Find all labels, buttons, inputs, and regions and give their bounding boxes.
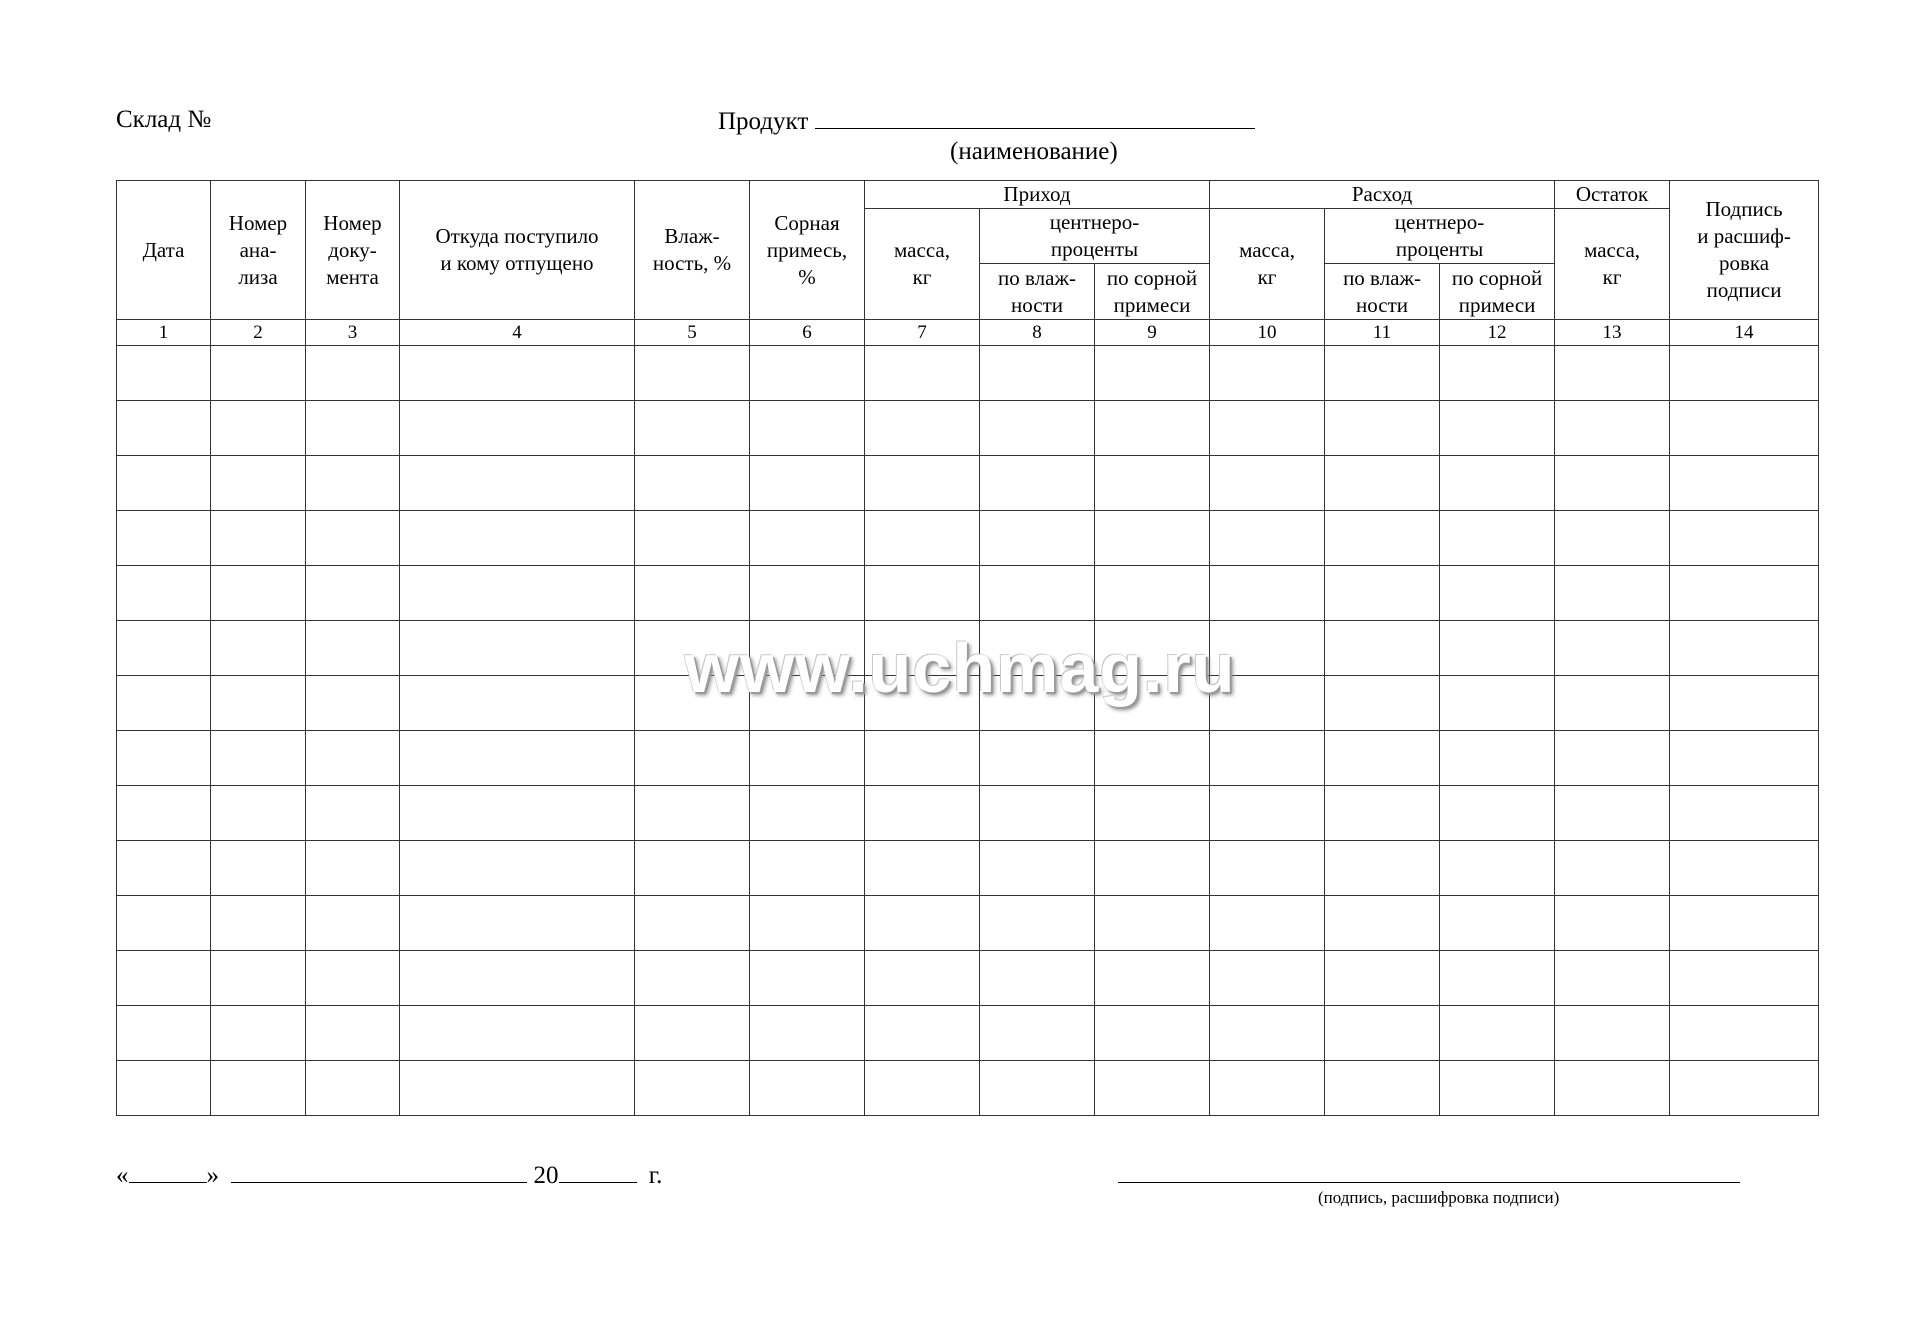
balance-mass-header: масса, кг bbox=[1555, 209, 1670, 320]
table-cell[interactable] bbox=[1440, 731, 1555, 786]
table-cell[interactable] bbox=[865, 896, 980, 951]
table-cell[interactable] bbox=[1095, 566, 1210, 621]
table-cell[interactable] bbox=[117, 346, 211, 401]
table-cell[interactable] bbox=[1555, 951, 1670, 1006]
table-cell[interactable] bbox=[400, 841, 635, 896]
table-cell[interactable] bbox=[400, 731, 635, 786]
table-cell[interactable] bbox=[1555, 896, 1670, 951]
table-cell[interactable] bbox=[400, 621, 635, 676]
table-cell[interactable] bbox=[1440, 511, 1555, 566]
table-cell[interactable] bbox=[117, 951, 211, 1006]
table-cell[interactable] bbox=[117, 731, 211, 786]
table-cell[interactable] bbox=[1095, 896, 1210, 951]
table-cell[interactable] bbox=[306, 456, 400, 511]
income-by-moisture-header: по влаж- ности bbox=[980, 264, 1095, 320]
table-cell[interactable] bbox=[1555, 1006, 1670, 1061]
table-cell[interactable] bbox=[635, 951, 750, 1006]
col-header-signature: Подпись и расшиф- ровка подписи bbox=[1670, 181, 1819, 320]
table-cell[interactable] bbox=[865, 346, 980, 401]
table-cell[interactable] bbox=[211, 511, 306, 566]
table-cell[interactable] bbox=[1210, 1061, 1325, 1116]
table-cell[interactable] bbox=[1670, 676, 1819, 731]
table-cell[interactable] bbox=[1555, 1061, 1670, 1116]
table-cell[interactable] bbox=[211, 896, 306, 951]
table-cell[interactable] bbox=[865, 621, 980, 676]
table-cell[interactable] bbox=[1325, 896, 1440, 951]
table-cell[interactable] bbox=[211, 456, 306, 511]
group-header-balance: Остаток bbox=[1555, 181, 1670, 209]
table-cell[interactable] bbox=[400, 566, 635, 621]
column-number: 14 bbox=[1670, 320, 1819, 346]
column-number: 1 bbox=[117, 320, 211, 346]
table-cell[interactable] bbox=[750, 566, 865, 621]
table-cell[interactable] bbox=[400, 511, 635, 566]
table-cell[interactable] bbox=[211, 841, 306, 896]
table-cell[interactable] bbox=[1095, 1061, 1210, 1116]
table-cell[interactable] bbox=[865, 731, 980, 786]
table-cell[interactable] bbox=[1325, 786, 1440, 841]
table-cell[interactable] bbox=[865, 566, 980, 621]
table-cell[interactable] bbox=[1210, 621, 1325, 676]
table-cell[interactable] bbox=[117, 511, 211, 566]
signature-caption: (подпись, расшифровка подписи) bbox=[1318, 1188, 1560, 1207]
table-cell[interactable] bbox=[1095, 456, 1210, 511]
table-cell[interactable] bbox=[306, 621, 400, 676]
table-cell[interactable] bbox=[980, 676, 1095, 731]
table-row bbox=[117, 346, 1819, 401]
table-cell[interactable] bbox=[1670, 841, 1819, 896]
group-header-income: Приход bbox=[865, 181, 1210, 209]
table-cell[interactable] bbox=[635, 841, 750, 896]
table-cell[interactable] bbox=[306, 1006, 400, 1061]
table-cell[interactable] bbox=[1325, 566, 1440, 621]
table-cell[interactable] bbox=[1325, 1006, 1440, 1061]
table-cell[interactable] bbox=[1670, 951, 1819, 1006]
table-row bbox=[117, 731, 1819, 786]
table-cell[interactable] bbox=[980, 621, 1095, 676]
table-cell[interactable] bbox=[980, 786, 1095, 841]
table-cell[interactable] bbox=[400, 951, 635, 1006]
table-cell[interactable] bbox=[865, 786, 980, 841]
table-cell[interactable] bbox=[1555, 511, 1670, 566]
table-cell[interactable] bbox=[865, 1006, 980, 1061]
table-cell[interactable] bbox=[1210, 731, 1325, 786]
table-cell[interactable] bbox=[1670, 1006, 1819, 1061]
table-cell[interactable] bbox=[635, 1006, 750, 1061]
table-cell[interactable] bbox=[400, 786, 635, 841]
table-cell[interactable] bbox=[1440, 346, 1555, 401]
watermark: www.uchmag.ru bbox=[684, 629, 1236, 707]
table-cell[interactable] bbox=[750, 1006, 865, 1061]
table-cell[interactable] bbox=[1095, 676, 1210, 731]
table-cell[interactable] bbox=[306, 401, 400, 456]
col-header-impurity: Сорная примесь, % bbox=[750, 181, 865, 320]
table-cell[interactable] bbox=[1210, 511, 1325, 566]
table-row bbox=[117, 786, 1819, 841]
table-cell[interactable] bbox=[211, 676, 306, 731]
table-cell[interactable] bbox=[1555, 786, 1670, 841]
table-row bbox=[117, 1061, 1819, 1116]
table-cell[interactable] bbox=[400, 1006, 635, 1061]
table-cell[interactable] bbox=[117, 896, 211, 951]
table-cell[interactable] bbox=[1210, 401, 1325, 456]
table-cell[interactable] bbox=[1210, 841, 1325, 896]
table-cell[interactable] bbox=[1555, 566, 1670, 621]
table-cell[interactable] bbox=[1670, 511, 1819, 566]
table-cell[interactable] bbox=[750, 676, 865, 731]
table-cell[interactable] bbox=[1325, 731, 1440, 786]
table-row bbox=[117, 511, 1819, 566]
product-input-line[interactable] bbox=[815, 106, 1255, 129]
table-cell[interactable] bbox=[306, 566, 400, 621]
table-cell[interactable] bbox=[865, 951, 980, 1006]
table-cell[interactable] bbox=[1670, 621, 1819, 676]
ledger-table bbox=[116, 180, 1819, 1116]
table-cell[interactable] bbox=[1440, 456, 1555, 511]
table-cell[interactable] bbox=[1555, 456, 1670, 511]
table-cell[interactable] bbox=[306, 786, 400, 841]
table-cell[interactable] bbox=[1440, 676, 1555, 731]
table-cell[interactable] bbox=[1095, 1006, 1210, 1061]
column-number: 9 bbox=[1095, 320, 1210, 346]
table-cell[interactable] bbox=[980, 401, 1095, 456]
product-field bbox=[718, 106, 1255, 136]
table-cell[interactable] bbox=[1670, 456, 1819, 511]
year-input-line[interactable] bbox=[559, 1160, 637, 1183]
table-cell[interactable] bbox=[1670, 401, 1819, 456]
table-cell[interactable] bbox=[980, 896, 1095, 951]
table-cell[interactable] bbox=[1210, 566, 1325, 621]
table-cell[interactable] bbox=[1670, 786, 1819, 841]
table-cell[interactable] bbox=[635, 1061, 750, 1116]
table-cell[interactable] bbox=[211, 786, 306, 841]
expense-by-impurity-header: по сорной примеси bbox=[1440, 264, 1555, 320]
table-cell[interactable] bbox=[211, 621, 306, 676]
table-cell[interactable] bbox=[1095, 401, 1210, 456]
column-number: 5 bbox=[635, 320, 750, 346]
table-cell[interactable] bbox=[1440, 951, 1555, 1006]
table-cell[interactable] bbox=[865, 676, 980, 731]
table-cell[interactable] bbox=[400, 456, 635, 511]
table-cell[interactable] bbox=[1555, 346, 1670, 401]
table-cell[interactable] bbox=[1440, 841, 1555, 896]
table-cell[interactable] bbox=[1095, 731, 1210, 786]
table-cell[interactable] bbox=[1210, 456, 1325, 511]
table-cell[interactable] bbox=[117, 401, 211, 456]
table-cell[interactable] bbox=[865, 841, 980, 896]
table-cell[interactable] bbox=[1325, 676, 1440, 731]
table-cell[interactable] bbox=[400, 346, 635, 401]
date-close-quote: » bbox=[206, 1162, 219, 1189]
table-cell[interactable] bbox=[400, 401, 635, 456]
table-cell[interactable] bbox=[1325, 621, 1440, 676]
table-cell[interactable] bbox=[400, 676, 635, 731]
table-cell[interactable] bbox=[1440, 566, 1555, 621]
column-number: 7 bbox=[865, 320, 980, 346]
table-cell[interactable] bbox=[635, 401, 750, 456]
table-cell[interactable] bbox=[750, 786, 865, 841]
expense-mass-header: масса, кг bbox=[1210, 209, 1325, 320]
table-row bbox=[117, 896, 1819, 951]
table-cell[interactable] bbox=[635, 621, 750, 676]
table-cell[interactable] bbox=[980, 1006, 1095, 1061]
table-cell[interactable] bbox=[635, 511, 750, 566]
table-cell[interactable] bbox=[750, 731, 865, 786]
table-cell[interactable] bbox=[1210, 1006, 1325, 1061]
table-cell[interactable] bbox=[1325, 346, 1440, 401]
table-cell[interactable] bbox=[865, 1061, 980, 1116]
column-number: 10 bbox=[1210, 320, 1325, 346]
table-row bbox=[117, 676, 1819, 731]
signature-input-line[interactable] bbox=[1118, 1182, 1740, 1183]
table-row bbox=[117, 621, 1819, 676]
warehouse-label: Склад № bbox=[116, 106, 212, 133]
table-cell[interactable] bbox=[865, 401, 980, 456]
table-row bbox=[117, 841, 1819, 896]
table-cell[interactable] bbox=[306, 951, 400, 1006]
table-cell[interactable] bbox=[1325, 456, 1440, 511]
table-cell[interactable] bbox=[306, 511, 400, 566]
table-cell[interactable] bbox=[865, 456, 980, 511]
table-cell[interactable] bbox=[306, 676, 400, 731]
table-cell[interactable] bbox=[211, 1006, 306, 1061]
table-cell[interactable] bbox=[1095, 621, 1210, 676]
table-row bbox=[117, 951, 1819, 1006]
table-cell[interactable] bbox=[306, 896, 400, 951]
col-header-date: Дата bbox=[117, 181, 211, 320]
table-cell[interactable] bbox=[1325, 401, 1440, 456]
table-cell[interactable] bbox=[1210, 896, 1325, 951]
table-row bbox=[117, 401, 1819, 456]
table-cell[interactable] bbox=[635, 786, 750, 841]
table-cell[interactable] bbox=[211, 731, 306, 786]
table-cell[interactable] bbox=[980, 951, 1095, 1006]
table-cell[interactable] bbox=[980, 841, 1095, 896]
date-open-quote: « bbox=[116, 1162, 129, 1189]
table-cell[interactable] bbox=[635, 676, 750, 731]
table-cell[interactable] bbox=[635, 731, 750, 786]
table-cell[interactable] bbox=[980, 346, 1095, 401]
column-number: 8 bbox=[980, 320, 1095, 346]
column-number: 11 bbox=[1325, 320, 1440, 346]
table-cell[interactable] bbox=[750, 401, 865, 456]
table-cell[interactable] bbox=[1555, 621, 1670, 676]
table-cell[interactable] bbox=[980, 1061, 1095, 1116]
table-cell[interactable] bbox=[1670, 346, 1819, 401]
table-cell[interactable] bbox=[211, 1061, 306, 1116]
table-cell[interactable] bbox=[1440, 621, 1555, 676]
table-cell[interactable] bbox=[1325, 511, 1440, 566]
table-cell[interactable] bbox=[306, 731, 400, 786]
table-cell[interactable] bbox=[635, 896, 750, 951]
table-cell[interactable] bbox=[400, 1061, 635, 1116]
table-cell[interactable] bbox=[1210, 786, 1325, 841]
table-cell[interactable] bbox=[211, 951, 306, 1006]
table-cell[interactable] bbox=[750, 1061, 865, 1116]
year-prefix: 20 bbox=[533, 1162, 559, 1189]
table-cell[interactable] bbox=[1210, 951, 1325, 1006]
table-cell[interactable] bbox=[1095, 346, 1210, 401]
table-cell[interactable] bbox=[1670, 1061, 1819, 1116]
table-cell[interactable] bbox=[117, 1061, 211, 1116]
income-centner-header: центнеро- проценты bbox=[980, 209, 1210, 264]
table-cell[interactable] bbox=[1210, 346, 1325, 401]
table-cell[interactable] bbox=[635, 566, 750, 621]
product-label: Продукт bbox=[718, 108, 809, 135]
date-field bbox=[116, 1160, 662, 1190]
col-header-source: Откуда поступило и кому отпущено bbox=[400, 181, 635, 320]
table-cell[interactable] bbox=[980, 566, 1095, 621]
table-cell[interactable] bbox=[211, 346, 306, 401]
table-cell[interactable] bbox=[865, 511, 980, 566]
column-number: 2 bbox=[211, 320, 306, 346]
table-cell[interactable] bbox=[1440, 896, 1555, 951]
table-cell[interactable] bbox=[750, 456, 865, 511]
col-header-moisture: Влаж- ность, % bbox=[635, 181, 750, 320]
table-row bbox=[117, 456, 1819, 511]
year-suffix: г. bbox=[648, 1162, 663, 1189]
table-cell[interactable] bbox=[1325, 951, 1440, 1006]
table-cell[interactable] bbox=[1325, 841, 1440, 896]
column-number: 3 bbox=[306, 320, 400, 346]
table-cell[interactable] bbox=[1095, 511, 1210, 566]
column-number: 13 bbox=[1555, 320, 1670, 346]
table-cell[interactable] bbox=[117, 566, 211, 621]
column-number: 4 bbox=[400, 320, 635, 346]
table-cell[interactable] bbox=[1095, 786, 1210, 841]
table-cell[interactable] bbox=[1555, 731, 1670, 786]
product-caption: (наименование) bbox=[950, 138, 1118, 165]
table-cell[interactable] bbox=[117, 676, 211, 731]
table-cell[interactable] bbox=[211, 401, 306, 456]
table-cell[interactable] bbox=[1670, 566, 1819, 621]
expense-by-moisture-header: по влаж- ности bbox=[1325, 264, 1440, 320]
table-cell[interactable] bbox=[117, 456, 211, 511]
table-cell[interactable] bbox=[1210, 676, 1325, 731]
table-cell[interactable] bbox=[117, 1006, 211, 1061]
table-cell[interactable] bbox=[980, 456, 1095, 511]
table-cell[interactable] bbox=[1555, 401, 1670, 456]
expense-centner-header: центнеро- проценты bbox=[1325, 209, 1555, 264]
col-header-document-no: Номер доку- мента bbox=[306, 181, 400, 320]
column-number-row bbox=[117, 320, 1819, 346]
table-cell[interactable] bbox=[750, 841, 865, 896]
month-input-line[interactable] bbox=[231, 1160, 527, 1183]
income-by-impurity-header: по сорной примеси bbox=[1095, 264, 1210, 320]
table-cell[interactable] bbox=[1325, 1061, 1440, 1116]
table-cell[interactable] bbox=[635, 346, 750, 401]
table-cell[interactable] bbox=[1670, 731, 1819, 786]
table-cell[interactable] bbox=[1670, 896, 1819, 951]
table-cell[interactable] bbox=[306, 1061, 400, 1116]
table-cell[interactable] bbox=[117, 621, 211, 676]
table-cell[interactable] bbox=[750, 621, 865, 676]
table-cell[interactable] bbox=[750, 511, 865, 566]
table-cell[interactable] bbox=[1555, 841, 1670, 896]
col-header-analysis-no: Номер ана- лиза bbox=[211, 181, 306, 320]
table-row bbox=[117, 1006, 1819, 1061]
table-cell[interactable] bbox=[117, 786, 211, 841]
table-cell[interactable] bbox=[306, 346, 400, 401]
table-cell[interactable] bbox=[306, 841, 400, 896]
table-row bbox=[117, 566, 1819, 621]
table-cell[interactable] bbox=[117, 841, 211, 896]
table-cell[interactable] bbox=[1440, 1006, 1555, 1061]
table-cell[interactable] bbox=[1440, 1061, 1555, 1116]
column-number: 6 bbox=[750, 320, 865, 346]
table-cell[interactable] bbox=[750, 951, 865, 1006]
table-cell[interactable] bbox=[980, 511, 1095, 566]
income-mass-header: масса, кг bbox=[865, 209, 980, 320]
table-cell[interactable] bbox=[1555, 676, 1670, 731]
table-cell[interactable] bbox=[980, 731, 1095, 786]
table-cell[interactable] bbox=[750, 346, 865, 401]
table-cell[interactable] bbox=[750, 896, 865, 951]
group-header-expense: Расход bbox=[1210, 181, 1555, 209]
column-number: 12 bbox=[1440, 320, 1555, 346]
table-cell[interactable] bbox=[1095, 841, 1210, 896]
table-cell[interactable] bbox=[211, 566, 306, 621]
table-cell[interactable] bbox=[400, 896, 635, 951]
table-cell[interactable] bbox=[1440, 786, 1555, 841]
table-cell[interactable] bbox=[1440, 401, 1555, 456]
day-input-line[interactable] bbox=[129, 1160, 207, 1183]
table-cell[interactable] bbox=[1095, 951, 1210, 1006]
table-cell[interactable] bbox=[635, 456, 750, 511]
